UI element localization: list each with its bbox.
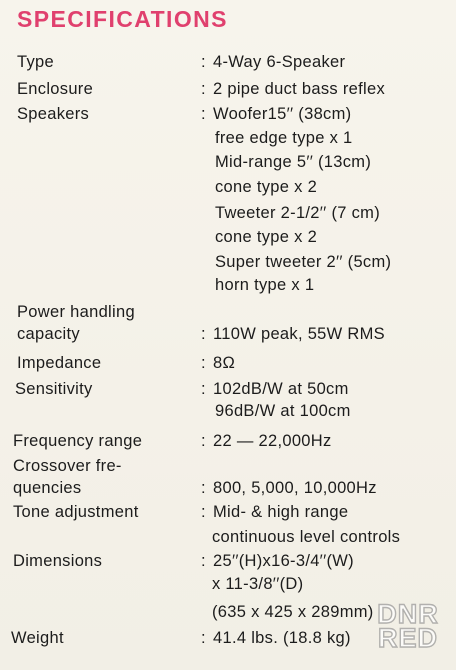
- spec-value-impedance: 8Ω: [213, 354, 236, 372]
- spec-colon: :: [201, 629, 206, 647]
- spec-value-speakers-line: Woofer15′′ (38cm): [213, 105, 352, 123]
- spec-label-crossover-line1: Crossover fre-: [13, 457, 122, 475]
- spec-value-dimensions-line: 25′′(H)x16-3/4′′(W): [213, 552, 354, 570]
- spec-colon: :: [201, 325, 206, 343]
- spec-value-dimensions-line: (635 x 425 x 289mm): [212, 603, 374, 621]
- spec-colon: :: [201, 479, 206, 497]
- spec-value-frequency: 22 — 22,000Hz: [213, 432, 332, 450]
- spec-value-sensitivity-line: 102dB/W at 50cm: [213, 380, 349, 398]
- spec-value-dimensions-line: x 11-3/8′′(D): [212, 575, 304, 593]
- spec-value-speakers-line: horn type x 1: [215, 276, 315, 294]
- spec-label-speakers: Speakers: [17, 105, 90, 123]
- spec-value-speakers-line: free edge type x 1: [215, 129, 353, 147]
- spec-label-sensitivity: Sensitivity: [15, 380, 93, 398]
- spec-value-speakers-line: Mid-range 5′′ (13cm): [215, 153, 372, 171]
- spec-colon: :: [201, 503, 206, 521]
- page-title: SPECIFICATIONS: [17, 6, 228, 32]
- spec-colon: :: [201, 53, 206, 71]
- spec-label-frequency: Frequency range: [13, 432, 143, 450]
- spec-colon: :: [201, 105, 206, 123]
- spec-label-enclosure: Enclosure: [17, 80, 94, 98]
- spec-label-crossover-line2: quencies: [13, 479, 82, 497]
- spec-label-weight: Weight: [11, 629, 64, 647]
- watermark-line: DNR: [377, 599, 439, 629]
- spec-value-speakers-line: cone type x 2: [215, 228, 318, 246]
- spec-value-power: 110W peak, 55W RMS: [213, 325, 385, 343]
- spec-value-speakers-line: cone type x 2: [215, 178, 318, 196]
- spec-value-tone-line: Mid- & high range: [213, 503, 349, 521]
- spec-label-power-line1: Power handling: [17, 303, 135, 321]
- spec-label-power-line2: capacity: [17, 325, 80, 343]
- spec-label-type: Type: [17, 53, 54, 71]
- spec-colon: :: [201, 354, 206, 372]
- spec-value-weight: 41.4 lbs. (18.8 kg): [213, 629, 351, 647]
- spec-colon: :: [201, 80, 206, 98]
- spec-value-speakers-line: Super tweeter 2′′ (5cm): [215, 253, 392, 271]
- spec-value-enclosure: 2 pipe duct bass reflex: [213, 80, 385, 98]
- spec-value-tone-line: continuous level controls: [212, 528, 401, 546]
- spec-label-tone: Tone adjustment: [13, 503, 139, 521]
- spec-value-speakers-line: Tweeter 2-1/2′′ (7 cm): [215, 204, 381, 222]
- spec-value-type: 4-Way 6-Speaker: [213, 53, 346, 71]
- spec-colon: :: [201, 432, 206, 450]
- watermark-line: RED: [377, 623, 438, 653]
- spec-label-impedance: Impedance: [17, 354, 102, 372]
- spec-value-sensitivity-line: 96dB/W at 100cm: [215, 402, 351, 420]
- spec-colon: :: [201, 552, 206, 570]
- spec-label-dimensions: Dimensions: [13, 552, 103, 570]
- spec-colon: :: [201, 380, 206, 398]
- spec-value-crossover: 800, 5,000, 10,000Hz: [213, 479, 377, 497]
